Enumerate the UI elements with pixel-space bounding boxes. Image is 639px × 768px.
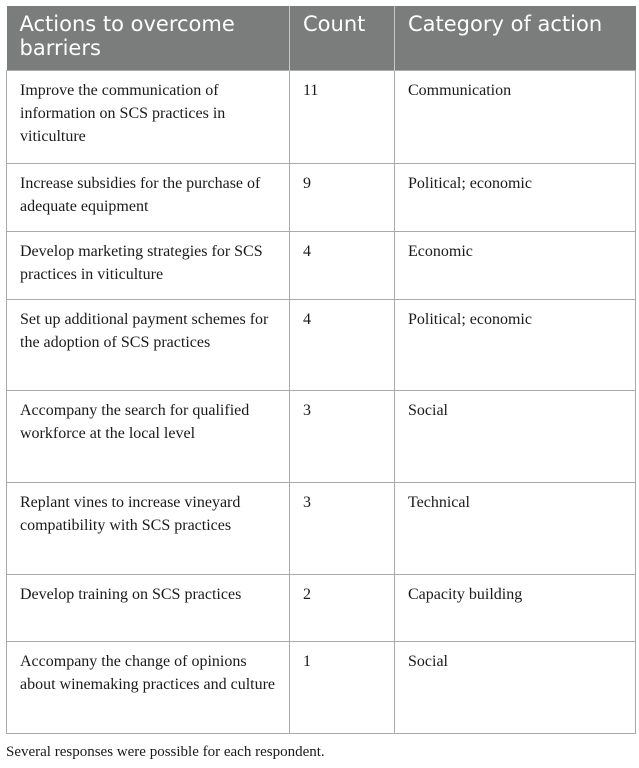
- cell-category: Capacity building: [395, 575, 636, 642]
- table-footnote: Several responses were possible for each respondent.: [6, 744, 325, 760]
- cell-count: 3: [290, 483, 395, 575]
- cell-action: Set up additional payment schemes for the adoption of SCS practices: [7, 300, 290, 391]
- table-header: [7, 6, 636, 71]
- cell-category: Social: [395, 391, 636, 483]
- table-body: [7, 71, 636, 734]
- cell-count: 3: [290, 391, 395, 483]
- table-row: [7, 391, 636, 483]
- table-row: [7, 642, 636, 734]
- cell-action: Develop marketing strategies for SCS practices in viticulture: [7, 232, 290, 300]
- cell-category: Communication: [395, 71, 636, 164]
- table-row: [7, 575, 636, 642]
- cell-count: 4: [290, 300, 395, 391]
- cell-category: Technical: [395, 483, 636, 575]
- data-table-container: [6, 6, 635, 734]
- cell-count: 1: [290, 642, 395, 734]
- cell-count: 9: [290, 164, 395, 232]
- header-actions: Actions to overcome barriers: [7, 6, 290, 71]
- header-count: Count: [290, 6, 395, 71]
- table-row: [7, 483, 636, 575]
- cell-count: 11: [290, 71, 395, 164]
- cell-category: Social: [395, 642, 636, 734]
- cell-action: Replant vines to increase vineyard compatibility with SCS practices: [7, 483, 290, 575]
- cell-count: 4: [290, 232, 395, 300]
- cell-action: Accompany the change of opinions about winemaking practices and culture: [7, 642, 290, 734]
- cell-count: 2: [290, 575, 395, 642]
- cell-action: Accompany the search for qualified workforce at the local level: [7, 391, 290, 483]
- cell-action: Increase subsidies for the purchase of adequate equipment: [7, 164, 290, 232]
- cell-action: Develop training on SCS practices: [7, 575, 290, 642]
- barriers-table: [6, 6, 636, 734]
- header-row: [7, 6, 636, 71]
- table-row: [7, 164, 636, 232]
- cell-action: Improve the communication of information on SCS practices in viticulture: [7, 71, 290, 164]
- table-row: [7, 300, 636, 391]
- table-row: [7, 232, 636, 300]
- cell-category: Political; economic: [395, 164, 636, 232]
- cell-category: Political; economic: [395, 300, 636, 391]
- table-row: [7, 71, 636, 164]
- cell-category: Economic: [395, 232, 636, 300]
- header-category: Category of action: [395, 6, 636, 71]
